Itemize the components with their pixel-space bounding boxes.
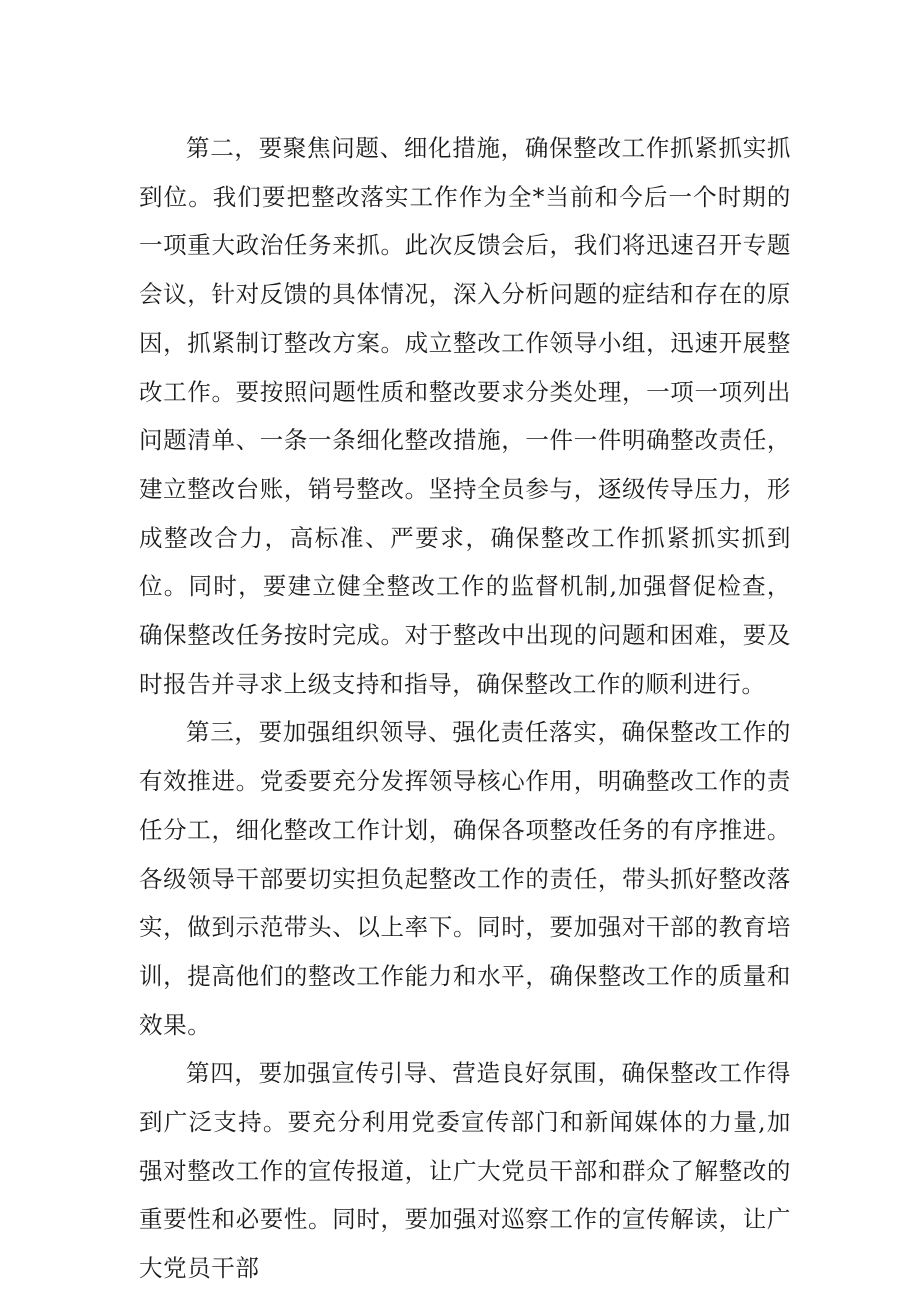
paragraph-second: 第二，要聚焦问题、细化措施，确保整改工作抓紧抓实抓到位。我们要把整改落实工作作为全*当前和今后一个时期的一项重大政治任务来抓。此次反馈会后，我们将迅速召开专题会议，针对反馈的具体情况，深入分析问题的症结和存在的原因，抓紧制订整改方案。成立整改工作领导小组，迅速开展整改工作。要按照问题性质和整改要求分类处理，一项一项列出问题清单、一条一条细化整改措施，一件一件明确整改责任，建立整改台账，销号整改。坚持全员参与，逐级传导压力，形成整改合力，高标准、严要求，确保整改工作抓紧抓实抓到位。同时，要建立健全整改工作的监督机制,加强督促检查，确保整改任务按时完成。对于整改中出现的问题和困难，要及时报告并寻求上级支持和指导，确保整改工作的顺利进行。: [139, 134, 791, 698]
document-body: [139, 124, 791, 1293]
paragraph-third: 第三，要加强组织领导、强化责任落实，确保整改工作的有效推进。党委要充分发挥领导核心作用，明确整改工作的责任分工，细化整改工作计划，确保各项整改任务的有序推进。各级领导干部要切实担负起整改工作的责任，带头抓好整改落实，做到示范带头、以上率下。同时，要加强对干部的教育培训，提高他们的整改工作能力和水平，确保整改工作的质量和效果。: [139, 718, 791, 1039]
paragraph-fourth: 第四，要加强宣传引导、营造良好氛围，确保整改工作得到广泛支持。要充分利用党委宣传部门和新闻媒体的力量,加强对整改工作的宣传报道，让广大党员干部和群众了解整改的重要性和必要性。同时，要加强对巡察工作的宣传解读，让广大党员干部: [139, 1059, 791, 1283]
